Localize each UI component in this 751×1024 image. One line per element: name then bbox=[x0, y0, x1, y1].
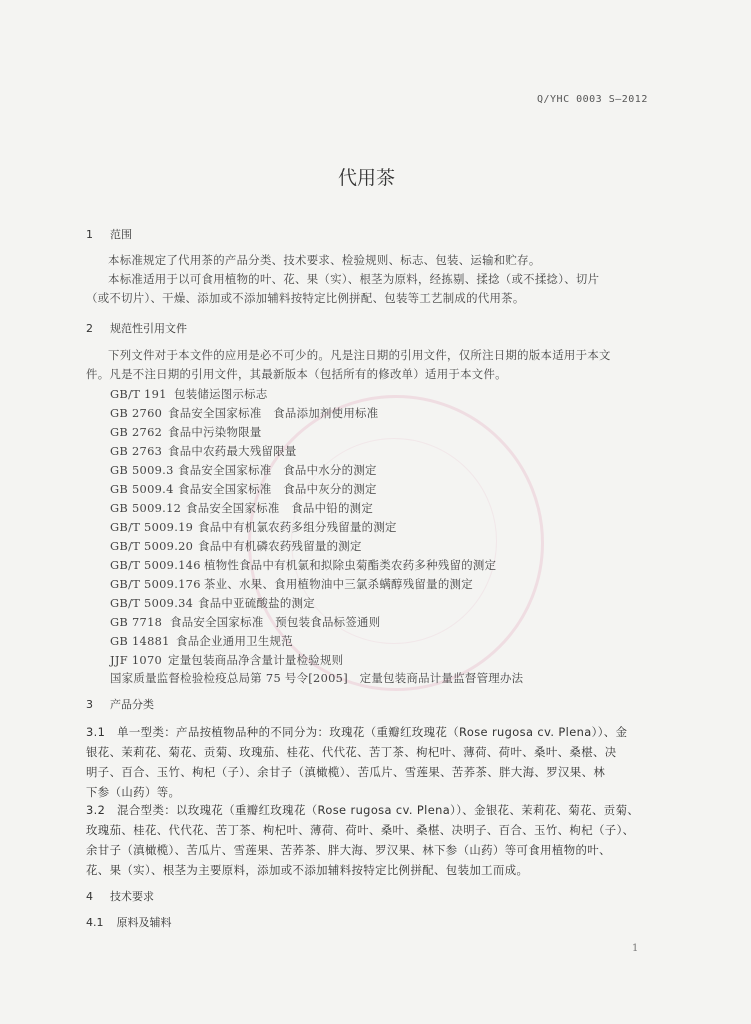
reference-title: 食品企业通用卫生规范 bbox=[176, 634, 293, 648]
reference-item bbox=[110, 538, 362, 554]
document-title: 代用茶 bbox=[338, 167, 396, 189]
section-2-number: 2 bbox=[86, 322, 93, 335]
section-1-heading bbox=[86, 226, 132, 242]
clause-3-2-line: 花、果（实）、根茎为主要原料，添加或不添加辅料按特定比例拼配、包装加工而成。 bbox=[86, 863, 529, 877]
reference-code: GB/T 191 bbox=[110, 387, 167, 401]
section-1-title: 范围 bbox=[110, 228, 132, 241]
reference-item bbox=[110, 500, 373, 516]
reference-code: GB 2760 bbox=[110, 406, 163, 420]
section-4-heading bbox=[86, 888, 154, 904]
section-3-heading bbox=[86, 696, 154, 712]
reference-title: 食品中有机氯农药多组分残留量的测定 bbox=[198, 520, 397, 534]
clause-3-2-line: 3.2 混合型类：以玫瑰花（重瓣红玫瑰花（Rose rugosa cv. Plena））、金银花、茉莉花、菊花、贡菊、 bbox=[86, 803, 640, 817]
reference-code: GB 5009.12 bbox=[110, 501, 182, 515]
clause-3-2-line: 余甘子（滇橄榄）、苦瓜片、雪莲果、苦荞茶、胖大海、罗汉果、林下参（山药）等可食用植物的叶、 bbox=[86, 843, 611, 857]
clause-3-2-line: 玫瑰茄、桂花、代代花、苦丁茶、枸杞叶、薄荷、荷叶、桑叶、桑椹、决明子、百合、玉竹、枸杞（子）、 bbox=[86, 823, 635, 837]
reference-code: GB 7718 bbox=[110, 615, 163, 629]
clause-3-1-line: 3.1 单一型类：产品按植物品种的不同分为：玫瑰花（重瓣红玫瑰花（Rose rugosa cv. Plena））、金 bbox=[86, 725, 628, 739]
reference-item bbox=[110, 670, 523, 686]
reference-item bbox=[110, 595, 315, 611]
reference-title: 茶业、水果、食用植物油中三氯杀螨醇残留量的测定 bbox=[204, 577, 473, 591]
reference-code: GB 5009.3 bbox=[110, 463, 174, 477]
reference-code: GB/T 5009.19 bbox=[110, 520, 194, 534]
reference-code: GB 2763 bbox=[110, 444, 163, 458]
reference-title: 食品安全国家标准 预包装食品标签通则 bbox=[170, 615, 381, 629]
section-1-paragraph-2-line-1: 本标准适用于以可食用植物的叶、花、果（实）、根茎为原料，经拣剔、揉捻（或不揉捻）、切片 bbox=[108, 272, 600, 286]
section-2-intro-line-1: 下列文件对于本文件的应用是必不可少的。凡是注日期的引用文件，仅所注日期的版本适用于本文 bbox=[108, 348, 611, 362]
section-3-number: 3 bbox=[86, 698, 93, 711]
reference-item bbox=[110, 424, 262, 440]
section-1-number: 1 bbox=[86, 228, 93, 241]
clause-4-1-title: 原料及辅料 bbox=[116, 916, 172, 929]
section-2-title: 规范性引用文件 bbox=[110, 322, 187, 335]
reference-item bbox=[110, 614, 380, 630]
clause-4-1-heading bbox=[86, 914, 172, 930]
reference-item bbox=[110, 386, 268, 402]
clause-4-1-number: 4.1 bbox=[86, 916, 104, 929]
reference-title: 包装储运图示标志 bbox=[174, 387, 268, 401]
reference-code: GB 2762 bbox=[110, 425, 163, 439]
reference-item bbox=[110, 443, 297, 459]
reference-code: GB/T 5009.34 bbox=[110, 596, 194, 610]
section-2-intro-line-2: 件。凡是不注日期的引用文件，其最新版本（包括所有的修改单）适用于本文件。 bbox=[86, 367, 507, 381]
reference-code: JJF 1070 bbox=[110, 653, 163, 667]
reference-title: 食品中污染物限量 bbox=[168, 425, 262, 439]
reference-code: GB 5009.4 bbox=[110, 482, 174, 496]
section-3-title: 产品分类 bbox=[110, 698, 154, 711]
clause-3-1-line: 明子、百合、玉竹、枸杞（子）、余甘子（滇橄榄）、苦瓜片、雪莲果、苦荞茶、胖大海、罗汉果、林 bbox=[86, 765, 606, 779]
standard-number: Q/YHC 0003 S—2012 bbox=[537, 94, 648, 105]
section-2-heading bbox=[86, 320, 187, 336]
section-4-number: 4 bbox=[86, 890, 93, 903]
reference-item bbox=[110, 557, 496, 573]
reference-item bbox=[110, 633, 293, 649]
reference-item bbox=[110, 481, 377, 497]
reference-code: GB/T 5009.176 bbox=[110, 577, 201, 591]
reference-title: 食品中有机磷农药残留量的测定 bbox=[198, 539, 362, 553]
section-4-title: 技术要求 bbox=[110, 890, 154, 903]
reference-title: 食品安全国家标准 食品中铅的测定 bbox=[186, 501, 374, 515]
reference-title: 食品中农药最大残留限量 bbox=[168, 444, 297, 458]
reference-title: 植物性食品中有机氯和拟除虫菊酯类农药多种残留的测定 bbox=[204, 558, 497, 572]
reference-item bbox=[110, 652, 343, 668]
reference-title: 食品安全国家标准 食品中水分的测定 bbox=[178, 463, 377, 477]
clause-3-1-line: 下参（山药）等。 bbox=[86, 785, 181, 799]
reference-code: GB/T 5009.146 bbox=[110, 558, 201, 572]
reference-item bbox=[110, 519, 397, 535]
reference-title: 食品安全国家标准 食品添加剂使用标准 bbox=[168, 406, 379, 420]
reference-title: 食品安全国家标准 食品中灰分的测定 bbox=[178, 482, 377, 496]
reference-item bbox=[110, 462, 377, 478]
clause-3-1-line: 银花、茉莉花、菊花、贡菊、玫瑰茄、桂花、代代花、苦丁茶、枸杞叶、薄荷、荷叶、桑叶、桑椹、决 bbox=[86, 745, 617, 759]
page-number: 1 bbox=[632, 943, 639, 954]
section-1-paragraph-2-line-2: （或不切片）、干燥、添加或不添加辅料按特定比例拼配、包装等工艺制成的代用茶。 bbox=[86, 291, 525, 305]
reference-code: GB 14881 bbox=[110, 634, 170, 648]
section-1-paragraph-1: 本标准规定了代用茶的产品分类、技术要求、检验规则、标志、包装、运输和贮存。 bbox=[108, 253, 541, 267]
reference-title: 定量包装商品净含量计量检验规则 bbox=[168, 653, 344, 667]
reference-title: 食品中亚硫酸盐的测定 bbox=[198, 596, 315, 610]
reference-item bbox=[110, 405, 378, 421]
reference-item bbox=[110, 576, 473, 592]
reference-code: GB/T 5009.20 bbox=[110, 539, 194, 553]
reference-title: 国家质量监督检验检疫总局第 75 号令[2005] 定量包装商品计量监督管理办法 bbox=[110, 671, 524, 685]
